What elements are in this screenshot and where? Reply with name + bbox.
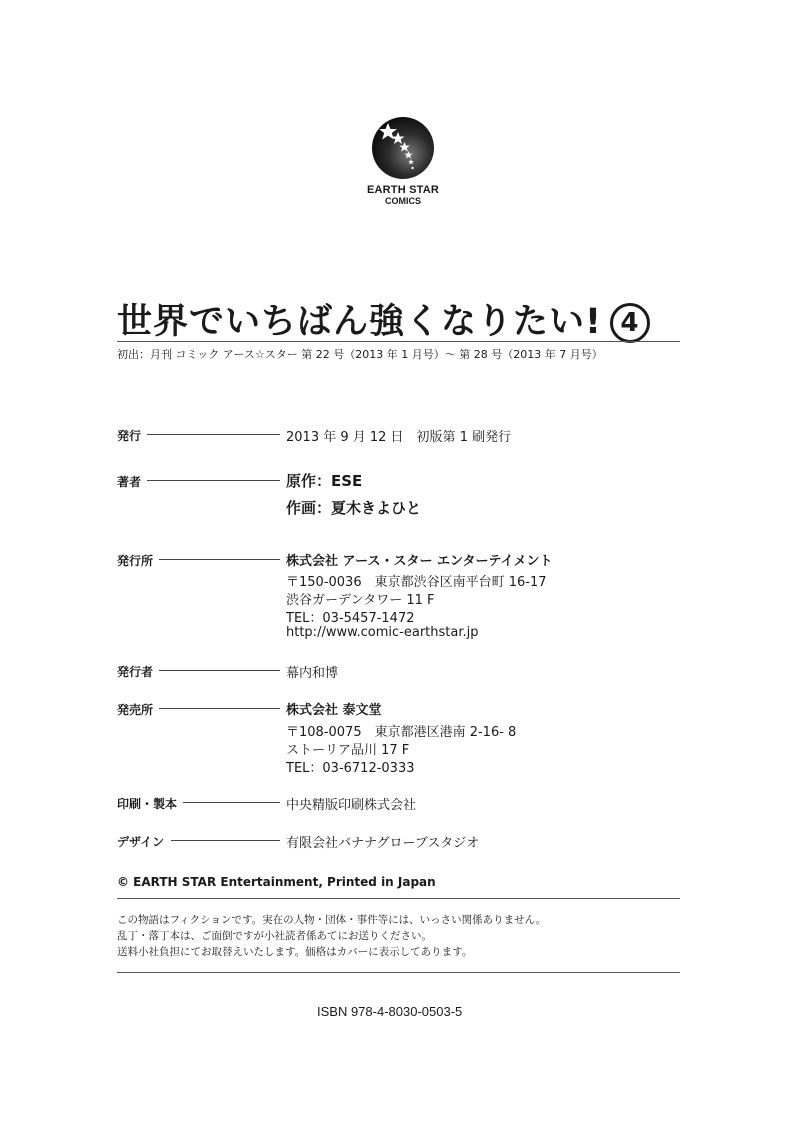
issuer-value: 幕内和博 [286, 666, 339, 681]
author-original: 原作：ESE [286, 472, 363, 490]
distributor-leader [159, 708, 280, 709]
publisher-leader [159, 559, 280, 560]
design-leader [171, 840, 280, 841]
design-label: デザイン [117, 835, 165, 849]
author-leader [147, 480, 280, 481]
design-value: 有限会社バナナグローブスタジオ [286, 836, 480, 851]
distributor-name: 株式会社 泰文堂 [286, 703, 382, 718]
notice-rule [117, 972, 680, 973]
title-rule [117, 341, 680, 342]
serialization-note: 初出：月刊 コミック アース☆スター 第 22 号（2013 年 1 月号）～ 第 28 号（2013 年 7 月号） [117, 348, 603, 361]
notice-line-1: この物語はフィクションです。実在の人物・団体・事件等には、いっさい関係ありません。 [117, 914, 547, 926]
logo-line-2: COMICS [385, 196, 421, 206]
star-globe-icon [370, 115, 436, 181]
distributor-tel: TEL：03-6712-0333 [286, 761, 415, 776]
book-title [117, 294, 650, 344]
publisher-url: http://www.comic-earthstar.jp [286, 625, 479, 640]
publisher-address-2: 渋谷ガーデンタワー 11 F [286, 593, 435, 608]
distributor-label: 発売所 [117, 703, 154, 717]
legal-notice [117, 912, 546, 960]
published-value: 2013 年 9 月 12 日 初版第 1 刷発行 [286, 430, 512, 445]
issuer-label: 発行者 [117, 665, 154, 679]
published-label: 発行 [117, 429, 142, 443]
published-leader [147, 434, 280, 435]
printing-value: 中央精版印刷株式会社 [286, 798, 417, 813]
author-label: 著者 [117, 475, 142, 489]
copyright: © EARTH STAR Entertainment, Printed in Japan [117, 875, 436, 889]
notice-line-2: 乱丁・落丁本は、ご面倒ですが小社読者係あてにお送りください。 [117, 930, 432, 942]
publisher-name: 株式会社 アース・スター エンターテイメント [286, 554, 553, 569]
copyright-rule [117, 898, 680, 899]
notice-line-3: 送料小社負担にてお取替えいたします。価格はカバーに表示してあります。 [117, 946, 473, 958]
book-title-text: 世界でいちばん強くなりたい! [117, 302, 602, 342]
isbn: ISBN 978-4-8030-0503-5 [317, 1004, 463, 1019]
publisher-logo [363, 115, 443, 206]
distributor-address-2: ストーリア品川 17 F [286, 743, 410, 758]
printing-leader [183, 802, 280, 803]
issuer-leader [159, 670, 280, 671]
publisher-label: 発行所 [117, 554, 154, 568]
publisher-tel: TEL：03-5457-1472 [286, 611, 415, 626]
distributor-address-1: 〒108-0075 東京都港区港南 2-16- 8 [286, 725, 517, 740]
publisher-address-1: 〒150-0036 東京都渋谷区南平台町 16-17 [286, 575, 547, 590]
volume-number-badge: 4 [610, 303, 650, 343]
printing-label: 印刷・製本 [117, 797, 178, 811]
logo-line-1: EARTH STAR [366, 184, 440, 196]
author-art: 作画：夏木きよひと [286, 499, 422, 517]
